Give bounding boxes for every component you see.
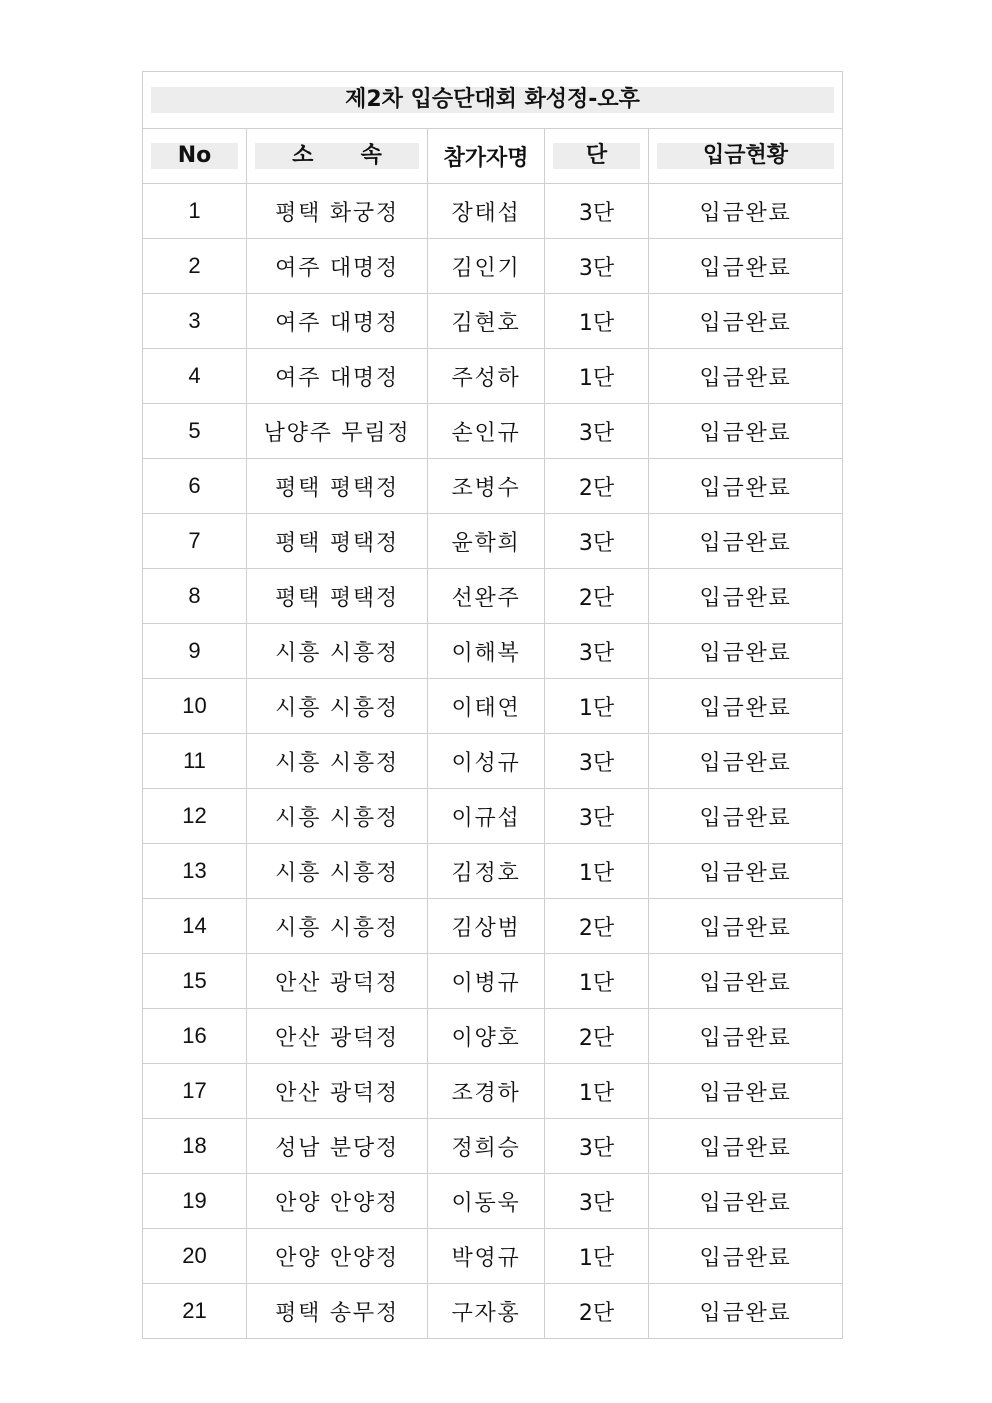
header-name: 참가자명 (443, 145, 529, 171)
row-affiliation: 여주 대명정 (247, 239, 428, 294)
row-dan: 3단 (545, 624, 649, 679)
table-row (143, 1229, 843, 1284)
row-number: 10 (143, 679, 247, 734)
row-participant-name: 이동욱 (428, 1174, 545, 1229)
row-participant-name: 선완주 (428, 569, 545, 624)
row-dan: 3단 (545, 184, 649, 239)
row-affiliation: 평택 화궁정 (247, 184, 428, 239)
row-affiliation: 평택 평택정 (247, 459, 428, 514)
row-participant-name: 이태연 (428, 679, 545, 734)
table-row (143, 349, 843, 404)
header-name-cell (428, 129, 545, 184)
table-row (143, 1174, 843, 1229)
row-payment-status: 입금완료 (649, 1174, 843, 1229)
row-payment-status: 입금완료 (649, 294, 843, 349)
table-row (143, 899, 843, 954)
row-payment-status: 입금완료 (649, 239, 843, 294)
row-affiliation: 안양 안양정 (247, 1229, 428, 1284)
row-affiliation: 성남 분당정 (247, 1119, 428, 1174)
table-row (143, 954, 843, 1009)
row-participant-name: 조경하 (428, 1064, 545, 1119)
row-number: 9 (143, 624, 247, 679)
row-number: 13 (143, 844, 247, 899)
row-affiliation: 안양 안양정 (247, 1174, 428, 1229)
row-number: 20 (143, 1229, 247, 1284)
row-payment-status: 입금완료 (649, 679, 843, 734)
row-affiliation: 평택 송무정 (247, 1284, 428, 1339)
row-affiliation: 안산 광덕정 (247, 954, 428, 1009)
row-affiliation: 시흥 시흥정 (247, 789, 428, 844)
table-row (143, 459, 843, 514)
row-number: 4 (143, 349, 247, 404)
header-affiliation-cell (247, 129, 428, 184)
row-number: 1 (143, 184, 247, 239)
row-dan: 2단 (545, 569, 649, 624)
row-number: 8 (143, 569, 247, 624)
row-payment-status: 입금완료 (649, 954, 843, 1009)
row-payment-status: 입금완료 (649, 789, 843, 844)
row-number: 12 (143, 789, 247, 844)
row-affiliation: 평택 평택정 (247, 569, 428, 624)
row-dan: 2단 (545, 459, 649, 514)
row-number: 14 (143, 899, 247, 954)
document-title: 제2차 입승단대회 화성정-오후 (151, 87, 834, 113)
header-payment: 입금현황 (657, 143, 834, 169)
table-row (143, 404, 843, 459)
row-payment-status: 입금완료 (649, 734, 843, 789)
row-number: 7 (143, 514, 247, 569)
row-dan: 1단 (545, 1064, 649, 1119)
row-affiliation: 시흥 시흥정 (247, 734, 428, 789)
header-no: No (151, 143, 238, 169)
table-row (143, 569, 843, 624)
row-payment-status: 입금완료 (649, 349, 843, 404)
row-dan: 1단 (545, 954, 649, 1009)
row-participant-name: 윤학희 (428, 514, 545, 569)
participant-table (142, 71, 843, 1339)
row-number: 11 (143, 734, 247, 789)
table-row (143, 1119, 843, 1174)
row-number: 17 (143, 1064, 247, 1119)
row-affiliation: 안산 광덕정 (247, 1064, 428, 1119)
row-affiliation: 시흥 시흥정 (247, 844, 428, 899)
title-row (143, 72, 843, 129)
row-participant-name: 박영규 (428, 1229, 545, 1284)
row-participant-name: 조병수 (428, 459, 545, 514)
row-participant-name: 김정호 (428, 844, 545, 899)
row-payment-status: 입금완료 (649, 1229, 843, 1284)
row-number: 19 (143, 1174, 247, 1229)
row-number: 2 (143, 239, 247, 294)
table-row (143, 734, 843, 789)
row-number: 6 (143, 459, 247, 514)
header-payment-cell (649, 129, 843, 184)
row-participant-name: 손인규 (428, 404, 545, 459)
table-row (143, 514, 843, 569)
row-number: 3 (143, 294, 247, 349)
row-number: 21 (143, 1284, 247, 1339)
header-dan: 단 (553, 143, 640, 169)
row-dan: 3단 (545, 734, 649, 789)
row-dan: 1단 (545, 349, 649, 404)
header-no-cell (143, 129, 247, 184)
row-dan: 1단 (545, 679, 649, 734)
row-participant-name: 이규섭 (428, 789, 545, 844)
row-participant-name: 김상범 (428, 899, 545, 954)
row-participant-name: 정희승 (428, 1119, 545, 1174)
row-dan: 3단 (545, 789, 649, 844)
header-row (143, 129, 843, 184)
row-dan: 3단 (545, 239, 649, 294)
row-participant-name: 김인기 (428, 239, 545, 294)
row-payment-status: 입금완료 (649, 404, 843, 459)
row-affiliation: 시흥 시흥정 (247, 679, 428, 734)
row-affiliation: 여주 대명정 (247, 294, 428, 349)
row-dan: 3단 (545, 514, 649, 569)
row-dan: 1단 (545, 844, 649, 899)
row-affiliation: 안산 광덕정 (247, 1009, 428, 1064)
table-row (143, 1009, 843, 1064)
table-row (143, 1284, 843, 1339)
row-affiliation: 시흥 시흥정 (247, 899, 428, 954)
table-row (143, 239, 843, 294)
table-row (143, 294, 843, 349)
row-dan: 2단 (545, 1009, 649, 1064)
row-payment-status: 입금완료 (649, 1284, 843, 1339)
table-row (143, 789, 843, 844)
table-row (143, 624, 843, 679)
row-affiliation: 남양주 무림정 (247, 404, 428, 459)
row-dan: 2단 (545, 1284, 649, 1339)
row-affiliation: 평택 평택정 (247, 514, 428, 569)
row-participant-name: 이병규 (428, 954, 545, 1009)
title-cell (143, 72, 843, 129)
row-number: 18 (143, 1119, 247, 1174)
row-number: 5 (143, 404, 247, 459)
row-dan: 1단 (545, 1229, 649, 1284)
row-payment-status: 입금완료 (649, 1009, 843, 1064)
row-participant-name: 김현호 (428, 294, 545, 349)
row-payment-status: 입금완료 (649, 844, 843, 899)
row-payment-status: 입금완료 (649, 514, 843, 569)
row-payment-status: 입금완료 (649, 184, 843, 239)
row-participant-name: 구자홍 (428, 1284, 545, 1339)
row-payment-status: 입금완료 (649, 459, 843, 514)
row-number: 15 (143, 954, 247, 1009)
row-participant-name: 이성규 (428, 734, 545, 789)
row-number: 16 (143, 1009, 247, 1064)
table-row (143, 184, 843, 239)
row-dan: 2단 (545, 899, 649, 954)
row-participant-name: 이해복 (428, 624, 545, 679)
header-dan-cell (545, 129, 649, 184)
table-row (143, 1064, 843, 1119)
row-affiliation: 시흥 시흥정 (247, 624, 428, 679)
row-payment-status: 입금완료 (649, 624, 843, 679)
row-participant-name: 이양호 (428, 1009, 545, 1064)
row-payment-status: 입금완료 (649, 569, 843, 624)
row-dan: 3단 (545, 1174, 649, 1229)
row-payment-status: 입금완료 (649, 1119, 843, 1174)
table-row (143, 679, 843, 734)
row-dan: 3단 (545, 1119, 649, 1174)
row-dan: 3단 (545, 404, 649, 459)
row-affiliation: 여주 대명정 (247, 349, 428, 404)
table-row (143, 844, 843, 899)
header-affiliation: 소 속 (255, 143, 419, 169)
row-payment-status: 입금완료 (649, 1064, 843, 1119)
row-participant-name: 주성하 (428, 349, 545, 404)
row-participant-name: 장태섭 (428, 184, 545, 239)
row-payment-status: 입금완료 (649, 899, 843, 954)
row-dan: 1단 (545, 294, 649, 349)
